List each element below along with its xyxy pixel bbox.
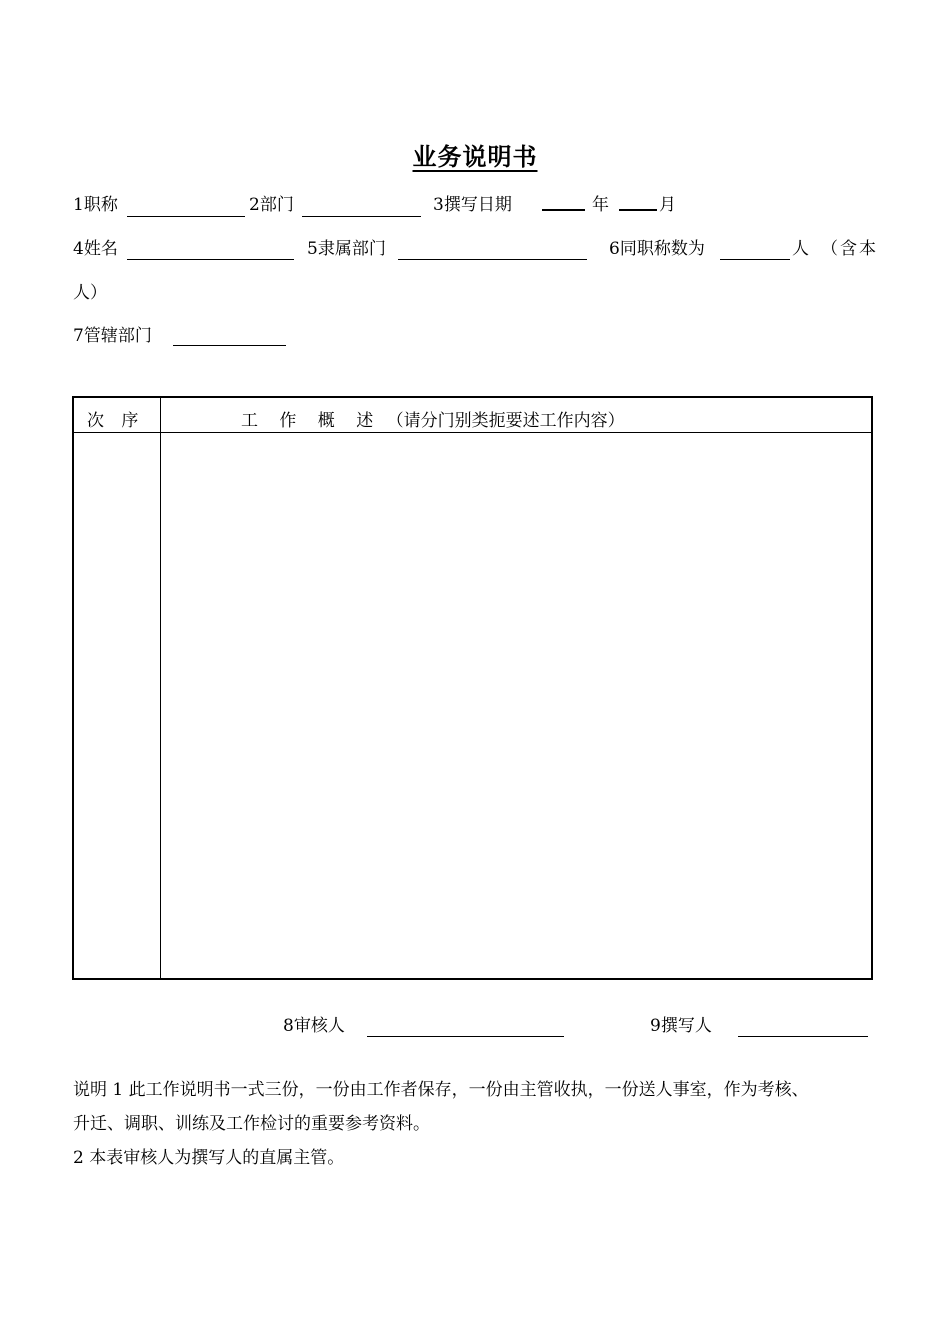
description-cell[interactable] bbox=[161, 433, 871, 978]
department-field[interactable] bbox=[302, 216, 421, 217]
job-title-label: 1职称 bbox=[73, 195, 118, 215]
sequence-cell[interactable] bbox=[74, 433, 160, 978]
column-header-description-note: （请分门别类扼要述工作内容） bbox=[386, 411, 625, 431]
person-unit: 人 bbox=[792, 239, 809, 259]
note-1-line-1: 说明 1 此工作说明书一式三份，一份由工作者保存，一份由主管收执，一份送人事室，作为考核、 bbox=[73, 1080, 809, 1100]
same-title-count-field[interactable] bbox=[720, 259, 790, 260]
column-header-sequence: 次 序 bbox=[87, 411, 145, 431]
department-label: 2部门 bbox=[249, 195, 294, 215]
month-field[interactable] bbox=[619, 209, 657, 211]
job-title-field[interactable] bbox=[127, 216, 245, 217]
same-title-label: 6同职称数为 bbox=[609, 239, 705, 259]
writer-label: 9撰写人 bbox=[650, 1016, 712, 1036]
superior-dept-field[interactable] bbox=[398, 259, 587, 260]
including-self-close: 人） bbox=[73, 283, 107, 303]
reviewer-label: 8审核人 bbox=[283, 1016, 345, 1036]
year-field[interactable] bbox=[542, 209, 585, 211]
date-label: 3撰写日期 bbox=[433, 195, 512, 215]
reviewer-field[interactable] bbox=[367, 1036, 564, 1037]
year-label: 年 bbox=[592, 195, 609, 215]
work-description-table bbox=[72, 396, 873, 980]
month-label: 月 bbox=[659, 195, 676, 215]
name-label: 4姓名 bbox=[73, 239, 118, 259]
column-header-description-main: 工 作 概 述 bbox=[241, 411, 382, 431]
including-self-open: （含本 bbox=[821, 239, 878, 259]
column-header-description bbox=[241, 406, 625, 431]
name-field[interactable] bbox=[127, 259, 294, 260]
writer-field[interactable] bbox=[738, 1036, 868, 1037]
page-title: 业务说明书 bbox=[412, 142, 538, 171]
note-1-line-2: 升迁、调职、训练及工作检讨的重要参考资料。 bbox=[73, 1114, 430, 1134]
note-2: 2 本表审核人为撰写人的直属主管。 bbox=[73, 1148, 345, 1168]
managed-dept-field[interactable] bbox=[173, 345, 286, 346]
superior-dept-label: 5隶属部门 bbox=[307, 239, 386, 259]
managed-dept-label: 7管辖部门 bbox=[73, 326, 152, 346]
